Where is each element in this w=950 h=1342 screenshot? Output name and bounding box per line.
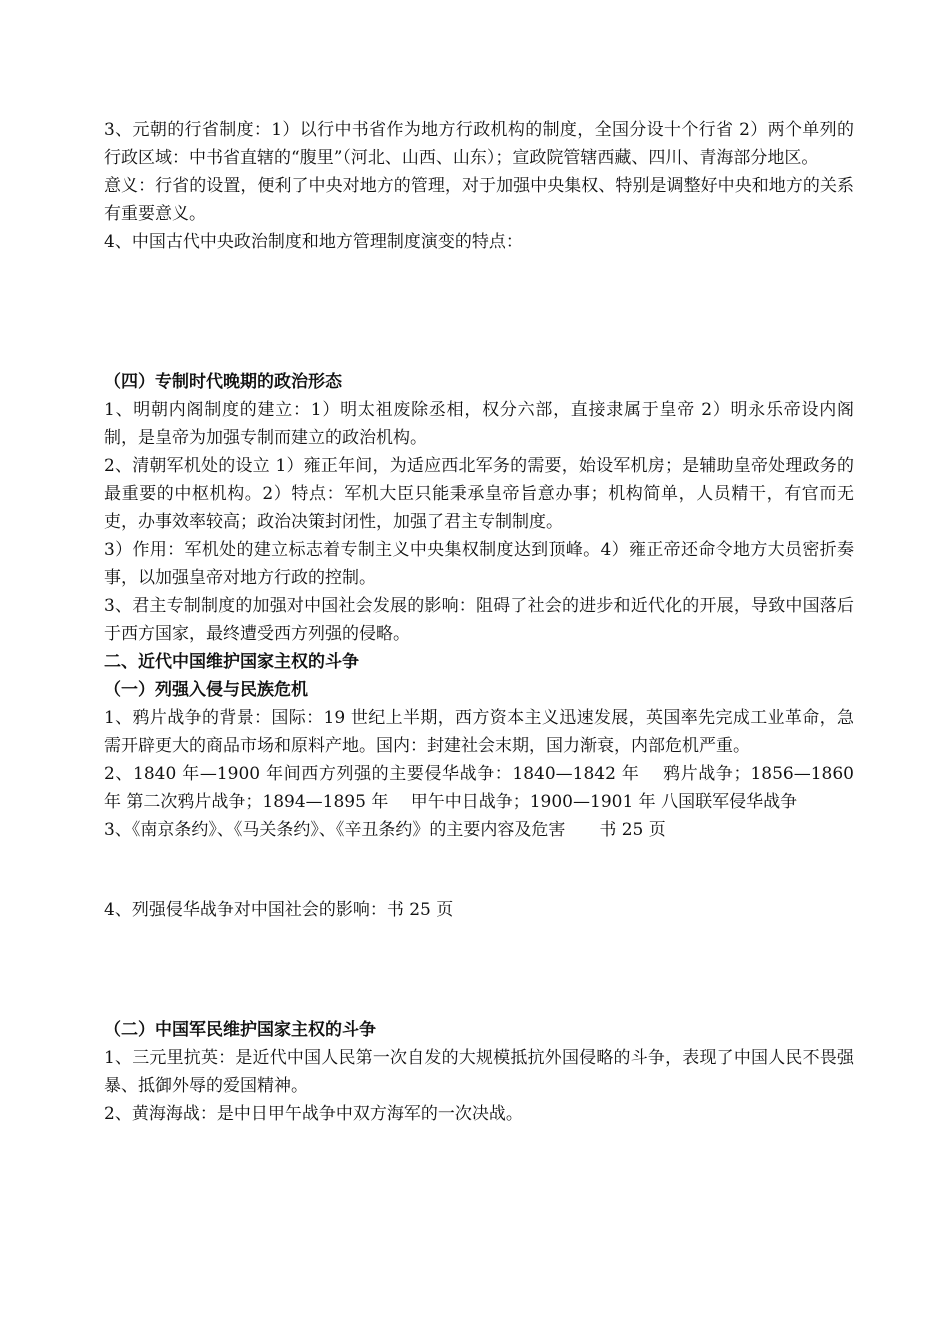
para-evolution-features: 4、中国古代中央政治制度和地方管理制度演变的特点： [104,232,523,252]
blank-space [104,924,854,1016]
para-yellow-sea-battle: 2、黄海海战：是中日甲午战争中双方海军的一次决战。 [104,1104,523,1124]
blank-space [104,844,854,896]
para-invasion-wars: 2、1840 年—1900 年间西方列强的主要侵华战争：1840—1842 年 鸦片战争；1856—1860 年 第二次鸦片战争；1894—1895 年 甲午中日战争；1900—1901 年 八国联军侵华战争 [104,764,854,812]
para-autocracy-impact: 3、君主专制制度的加强对中国社会发展的影响：阻碍了社会的进步和近代化的开展，导致中国落后于西方国家，最终遭受西方列强的侵略。 [104,596,854,644]
para-qing-grand-council: 2、清朝军机处的设立 1）雍正年间，为适应西北军务的需要，始设军机房；是辅助皇帝处理政务的最重要的中枢机构。2）特点：军机大臣只能秉承皇帝旨意办事；机构简单，人员精干，有官而无吏，办事效率较高；政治决策封闭性，加强了君主专制制度。 [104,456,854,532]
para-war-impact: 4、列强侵华战争对中国社会的影响：书 25 页 [104,900,454,920]
para-sanyuanli: 1、三元里抗英：是近代中国人民第一次自发的大规模抵抗外国侵略的斗争，表现了中国人民不畏强暴、抵御外辱的爱国精神。 [104,1048,854,1096]
para-opium-war-background: 1、鸦片战争的背景：国际：19 世纪上半期，西方资本主义迅速发展，英国率先完成工业革命，急需开辟更大的商品市场和原料产地。国内：封建社会末期，国力渐衰，内部危机严重。 [104,708,854,756]
para-council-function: 3）作用：军机处的建立标志着专制主义中央集权制度达到顶峰。4）雍正帝还命令地方大员密折奏事，以加强皇帝对地方行政的控制。 [104,540,854,588]
heading-foreign-invasion: （一）列强入侵与民族危机 [104,680,308,700]
para-yuan-province-system: 3、元朝的行省制度：1）以行中书省作为地方行政机构的制度，全国分设十个行省 2）两个单列的行政区域：中书省直辖的“腹里”（河北、山西、山东）；宣政院管辖西藏、四川、青海部分地区。 [104,120,854,168]
para-treaties: 3、《南京条约》、《马关条约》、《辛丑条约》的主要内容及危害 书 25 页 [104,820,666,840]
heading-resistance: （二）中国军民维护国家主权的斗争 [104,1020,376,1040]
para-ming-cabinet: 1、明朝内阁制度的建立：1）明太祖废除丞相，权分六部，直接隶属于皇帝 2）明永乐帝设内阁制，是皇帝为加强专制而建立的政治机构。 [104,400,854,448]
heading-modern-sovereignty: 二、近代中国维护国家主权的斗争 [104,652,359,672]
para-province-significance: 意义：行省的设置，便利了中央对地方的管理，对于加强中央集权、特别是调整好中央和地方的关系有重要意义。 [104,176,854,224]
blank-space [104,256,854,368]
document-body [104,116,854,1128]
heading-late-autocracy: （四）专制时代晚期的政治形态 [104,372,342,392]
